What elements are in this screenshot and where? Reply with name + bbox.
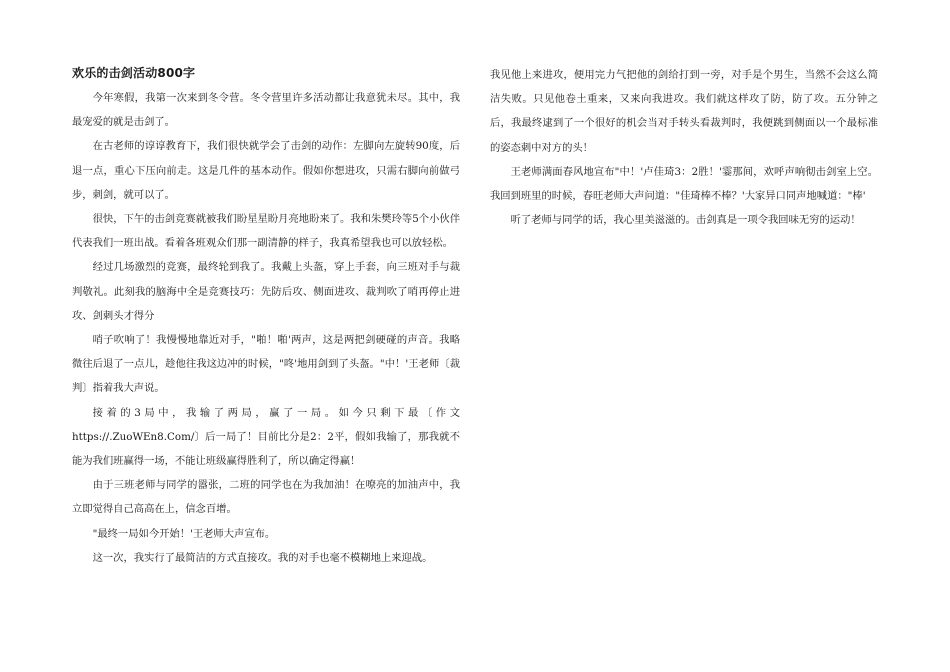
right-column [490,63,878,232]
paragraph: 由于三班老师与同学的嚣张，二班的同学也在为我加油！在嘹亮的加油声中，我立即觉得自己高高在上，信念百增。 [72,479,460,516]
paragraph: 今年寒假，我第一次来到冬令营。冬令营里许多活动都让我意犹未尽。其中，我最宠爱的就是击剑了。 [72,92,460,129]
paragraph: 哨子吹响了！我慢慢地靠近对手，"啪！啪'两声，这是两把剑硬碰的声音。我略微往后退了一点儿，趁他往我这边冲的时候，"咚'地用剑到了头盔。"中！'王老师〔裁判〕指着我大声说。 [72,334,460,395]
paragraph: "最终一局如今开始！'王老师大声宣布。 [92,527,276,540]
paragraph: 很快，下午的击剑竞赛就被我们盼星星盼月亮地盼来了。我和朱樊玲等5个小伙伴代表我们一班出战。看着各班观众们那一副清静的样子，我真希望我也可以放轻松。 [72,213,460,250]
article-title: 欢乐的击剑活动800字 [72,66,196,80]
paragraph-continuation: 我见他上来进攻，便用完力气把他的剑给打到一旁，对手是个男生，当然不会这么简洁失败。只见他卷土重来，又来向我进攻。我们就这样攻了防，防了攻。五分钟之后，我最终逮到了一个很好的机会当对手转头看裁判时，我便跳到侧面以一个最标准的姿态刺中对方的头！ [490,69,878,154]
left-column [72,86,460,570]
paragraph: 王老师满面春风地宣布"中！'卢佳琦3：2胜！'霎那间，欢呼声响彻击剑室上空。我回到班里的时候，春旺老师大声问道："佳琦棒不棒？'大家异口同声地喊道："棒' [490,165,878,203]
paragraph: 经过几场激烈的竞赛，最终轮到我了。我戴上头盔，穿上手套，向三班对手与裁判敬礼。此刻我的脑海中全是竞赛技巧：先防后攻、侧面进攻、裁判吹了哨再停止进攻、剑刺头才得分 [72,261,460,322]
paragraph: 在古老师的谆谆教育下，我们很快就学会了击剑的动作：左脚向左旋转90度，后退一点，重心下压向前走。这是几件的基本动作。假如你想进攻，只需右脚向前做弓步，刺剑，就可以了。 [72,140,460,201]
paragraph: 接着的3局中，我输了两局，赢了一局。如今只剩下最〔作文https://.ZuoWEn8.Com/〕后一局了！目前比分是2：2平，假如我输了，那我就不能为我们班赢得一场，不能让班级赢得胜利了，所以确定得赢！ [72,406,460,468]
paragraph: 这一次，我实行了最简洁的方式直接攻。我的对手也毫不模糊地上来迎战。 [92,551,433,564]
paragraph: 听了老师与同学的话，我心里美滋滋的。击剑真是一项令我回味无穷的运动！ [510,214,861,227]
